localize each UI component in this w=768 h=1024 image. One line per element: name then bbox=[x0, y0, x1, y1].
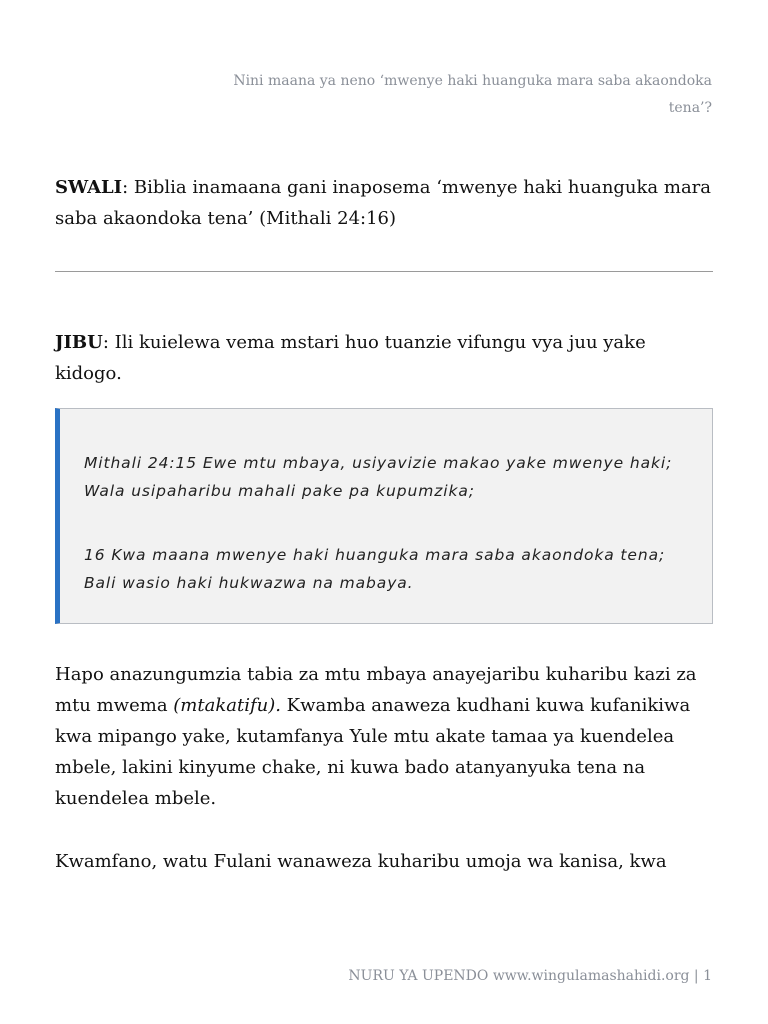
verse-16-line-2: Bali wasio haki hukwazwa na mabaya. bbox=[84, 574, 414, 592]
explanation-start: Hapo anazungumzia tabia za mtu mbaya anayejaribu kuharibu kazi za mtu mwema bbox=[55, 664, 697, 716]
page-footer: NURU YA UPENDO www.wingulamashahidi.org | 1 bbox=[348, 968, 712, 984]
verse-16 bbox=[84, 541, 692, 597]
verse-15-line-1: Mithali 24:15 Ewe mtu mbaya, usiyavizie makao yake mwenye haki; bbox=[84, 454, 673, 472]
verse-15-line-2: Wala usipaharibu mahali pake pa kupumzika; bbox=[84, 482, 475, 500]
explanation-end: Kwamba anaweza kudhani kuwa kufanikiwa kwa mipango yake, kutamfanya Yule mtu akate tamaa ya kuendelea mbele, lakini kinyume chake, ni kuwa bado atanyanyuka tena na kuendelea mbele. bbox=[55, 695, 691, 809]
verse-15 bbox=[84, 449, 692, 505]
page-header bbox=[192, 68, 712, 122]
scripture-blockquote bbox=[55, 408, 713, 624]
question-paragraph bbox=[55, 172, 713, 234]
answer-text: : Ili kuielewa vema mstari huo tuanzie vifungu vya juu yake kidogo. bbox=[55, 332, 646, 384]
document-body bbox=[55, 172, 713, 877]
example-paragraph: Kwamfano, watu Fulani wanaweza kuharibu umoja wa kanisa, kwa bbox=[55, 851, 667, 872]
verse-16-line-1: 16 Kwa maana mwenye haki huanguka mara saba akaondoka tena; bbox=[84, 546, 666, 564]
question-text: : Biblia inamaana gani inaposema ‘mwenye haki huanguka mara saba akaondoka tena’ (Mithali 24:16) bbox=[55, 177, 712, 229]
explanation-paragraph bbox=[55, 659, 713, 814]
answer-label: JIBU bbox=[55, 332, 103, 353]
question-label: SWALI bbox=[55, 177, 123, 198]
answer-paragraph bbox=[55, 327, 713, 389]
divider bbox=[55, 271, 713, 272]
explanation-italic: (mtakatifu). bbox=[173, 695, 281, 716]
header-title: Nini maana ya neno ‘mwenye haki huanguka mara saba akaondoka tena’? bbox=[233, 73, 712, 116]
